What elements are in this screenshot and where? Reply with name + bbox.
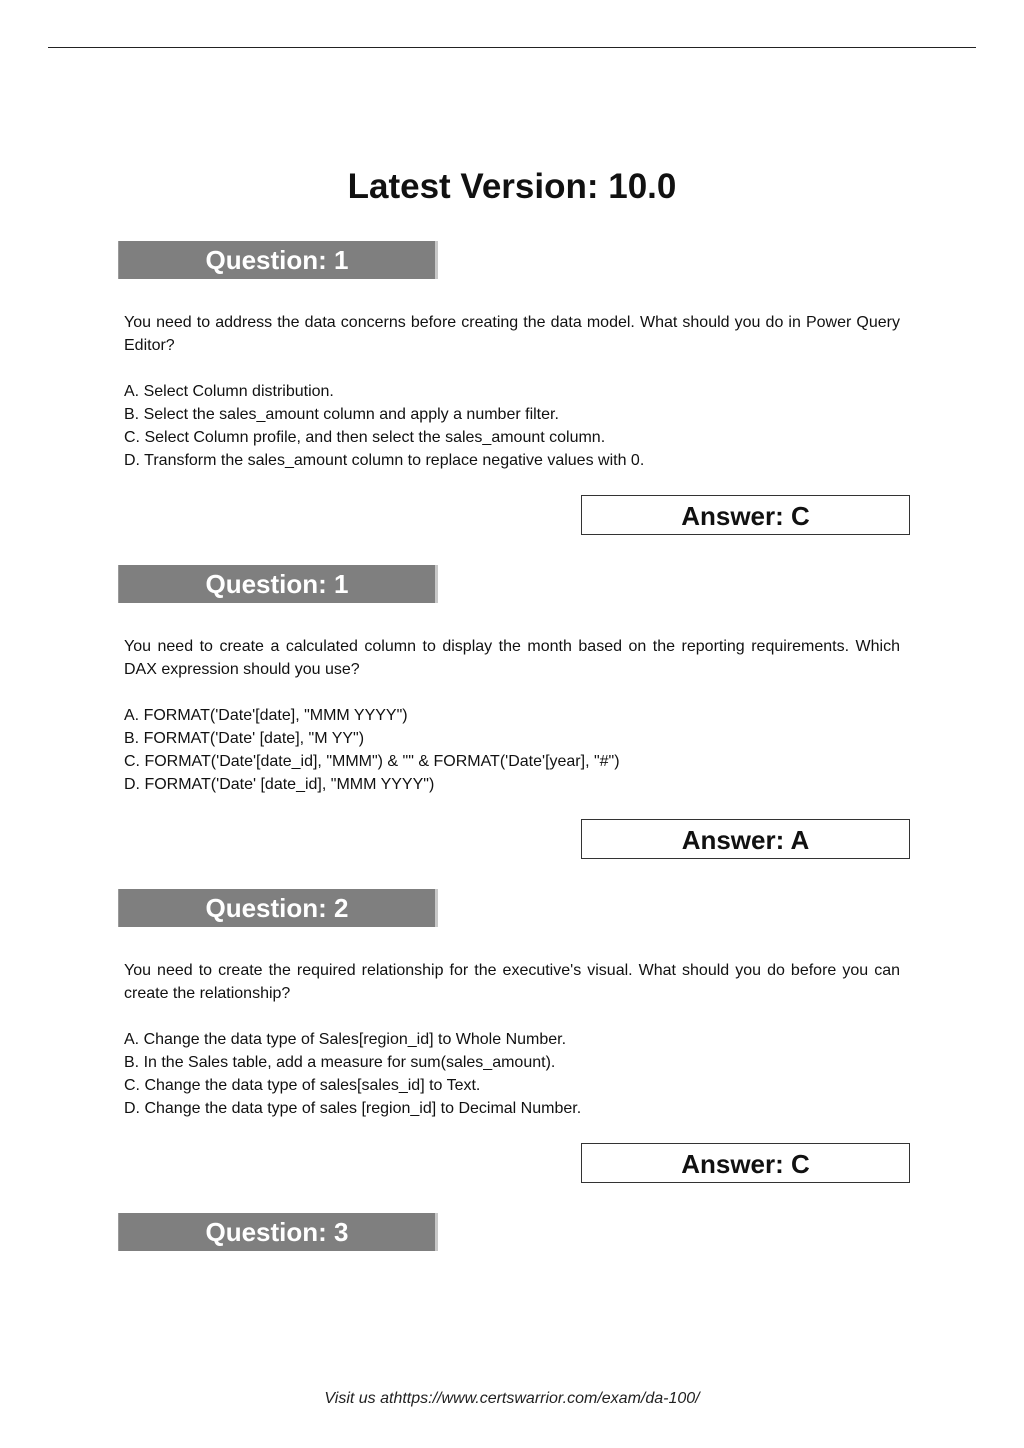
option-c: C. Select Column profile, and then select the sales_amount column. <box>124 429 606 446</box>
answer-box: Answer: A <box>581 819 910 859</box>
question-text: You need to create the required relationship for the executive's visual. What should you do before you can create the relationship? <box>124 962 900 1002</box>
option-d: D. FORMAT('Date' [date_id], "MMM YYYY") <box>124 776 435 793</box>
option-b: B. Select the sales_amount column and apply a number filter. <box>124 406 559 423</box>
option-c: C. Change the data type of sales[sales_id] to Text. <box>124 1077 481 1094</box>
option-a: A. Change the data type of Sales[region_id] to Whole Number. <box>124 1031 567 1048</box>
footer-link-text[interactable]: Visit us athttps://www.certswarrior.com/exam/da-100/ <box>324 1390 700 1407</box>
option-d: D. Change the data type of sales [region_id] to Decimal Number. <box>124 1100 582 1117</box>
option-a: A. FORMAT('Date'[date], "MMM YYYY") <box>124 707 408 724</box>
question-text: You need to address the data concerns before creating the data model. What should you do in Power Query Editor? <box>124 314 900 354</box>
question-header: Question: 1 <box>118 241 438 279</box>
option-b: B. In the Sales table, add a measure for sum(sales_amount). <box>124 1054 556 1071</box>
top-rule <box>48 47 976 48</box>
option-a: A. Select Column distribution. <box>124 383 334 400</box>
option-d: D. Transform the sales_amount column to replace negative values with 0. <box>124 452 645 469</box>
option-list <box>124 380 900 472</box>
question-header: Question: 1 <box>118 565 438 603</box>
option-list <box>124 1028 900 1120</box>
question-text: You need to create a calculated column to display the month based on the reporting requirements. Which DAX expression should you use? <box>124 638 900 678</box>
question-header: Question: 2 <box>118 889 438 927</box>
option-b: B. FORMAT('Date' [date], "M YY") <box>124 730 365 747</box>
option-list <box>124 704 900 796</box>
page-title: Latest Version: 10.0 <box>347 167 677 206</box>
option-c: C. FORMAT('Date'[date_id], "MMM") & "" & FORMAT('Date'[year], "#") <box>124 753 620 770</box>
answer-box: Answer: C <box>581 495 910 535</box>
question-header: Question: 3 <box>118 1213 438 1251</box>
answer-box: Answer: C <box>581 1143 910 1183</box>
